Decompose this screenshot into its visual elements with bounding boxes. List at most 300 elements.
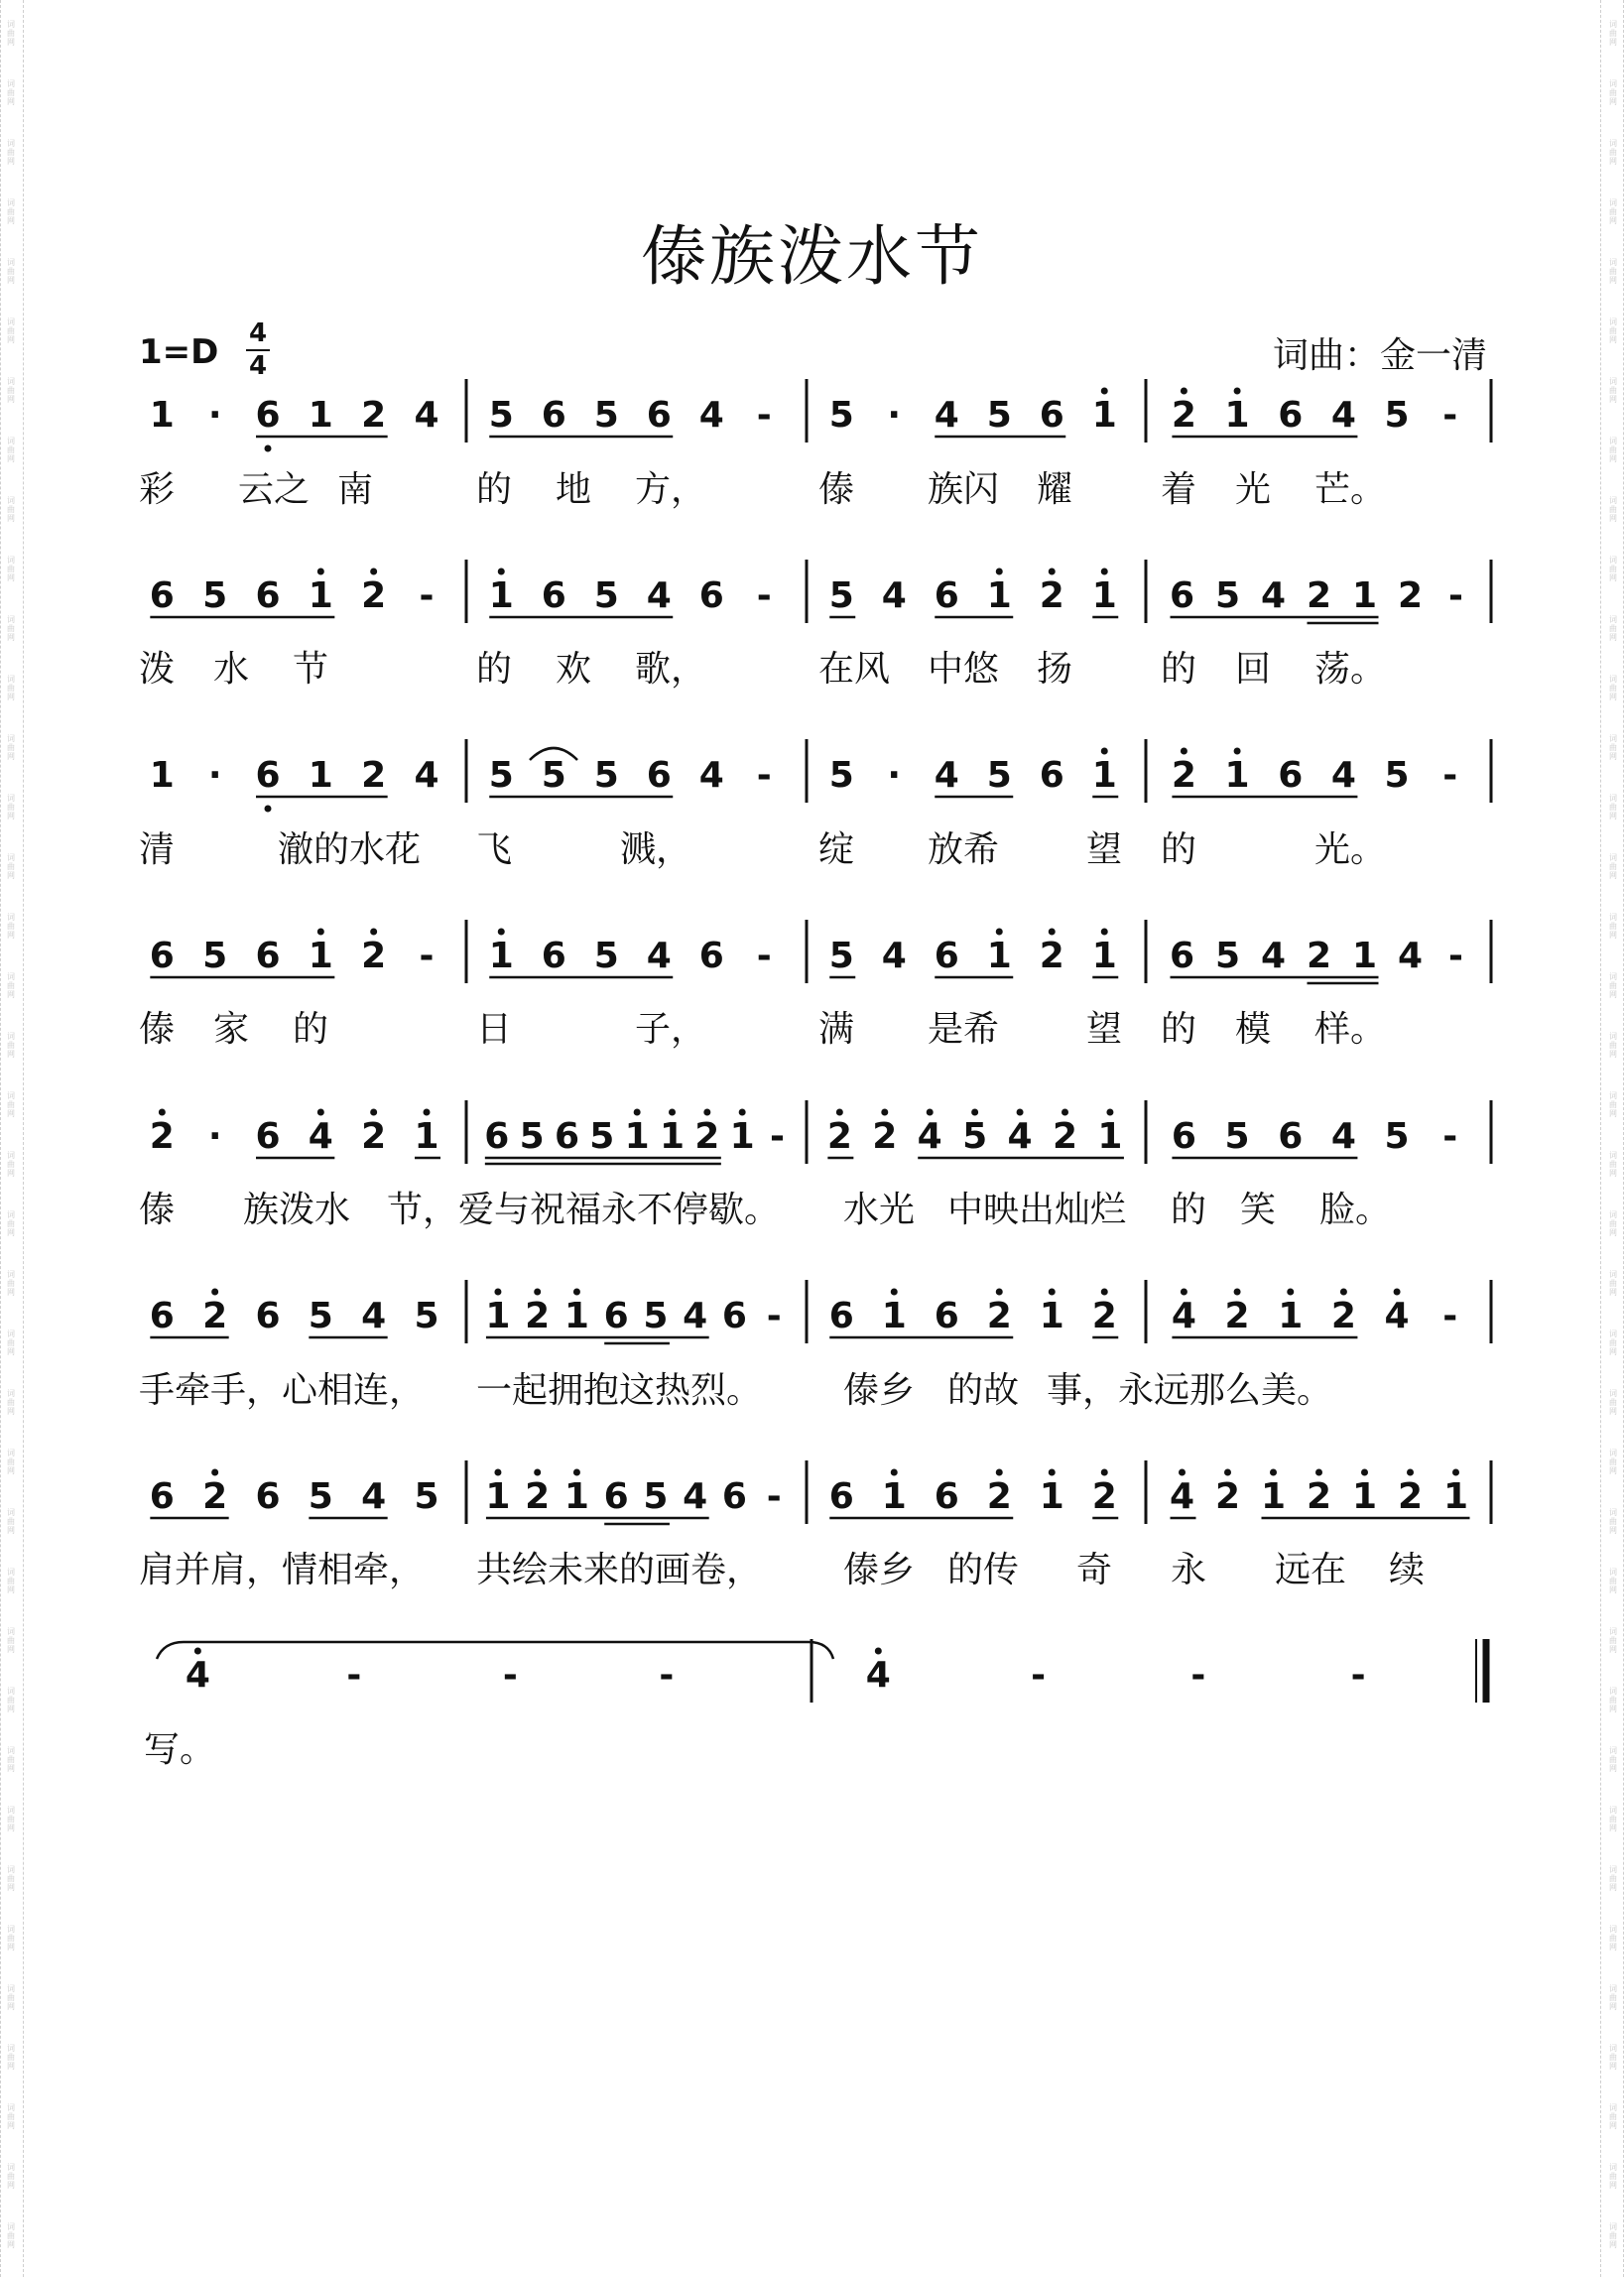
watermark-text: 词 曲 网 (1609, 1329, 1617, 1356)
note-digit: 1 (488, 936, 514, 976)
note-digit: 6 (149, 1296, 175, 1336)
lyric-word: 族泼水 (243, 1190, 351, 1230)
note-digit: 6 (554, 1116, 580, 1157)
augmentation-dot: · (207, 755, 222, 796)
note-digit: 6 (603, 1296, 629, 1336)
octave-up-dot (1101, 569, 1108, 575)
watermark-text: 词 曲 网 (1609, 1925, 1617, 1952)
note-digit: 4 (361, 1476, 387, 1517)
lyric-word: 傣乡 (843, 1550, 916, 1590)
lyric-word: 在风 (818, 649, 891, 690)
watermark-text: 词 曲 网 (1609, 1032, 1617, 1059)
note-digit: 2 (1052, 1116, 1078, 1157)
note-digit: 1 (563, 1476, 589, 1517)
octave-up-dot (1181, 388, 1187, 395)
note-digit: 6 (698, 575, 724, 616)
lyric-word: 欢 (556, 649, 592, 690)
watermark-text: 词 曲 网 (1609, 913, 1617, 940)
note-digit: 2 (361, 1116, 387, 1157)
note-digit: 1 (1091, 936, 1117, 976)
note-digit: 6 (255, 936, 281, 976)
watermark-text: 词 曲 网 (7, 1329, 15, 1356)
watermark-text: 词 曲 网 (1609, 258, 1617, 285)
note-digit: 2 (361, 755, 387, 796)
dash-note: - (756, 755, 772, 796)
note-digit: 5 (1384, 755, 1410, 796)
dash-note: - (1442, 395, 1458, 436)
octave-up-dot (494, 1469, 501, 1476)
watermark-text: 词 曲 网 (7, 972, 15, 999)
note-digit: 5 (414, 1296, 439, 1336)
note-digit: 5 (1384, 395, 1410, 436)
lyric-word: 共绘未来的画卷， (476, 1550, 763, 1590)
watermark-text: 词 曲 网 (7, 1449, 15, 1475)
note-digit: 5 (828, 575, 854, 616)
octave-up-dot (194, 1648, 201, 1655)
note-digit: 6 (1039, 395, 1064, 436)
octave-up-dot (370, 929, 377, 936)
watermark-text: 词 曲 网 (7, 317, 15, 344)
lyric-word: 彩 (139, 469, 176, 510)
note-digit: 1 (1224, 395, 1250, 436)
dash-note: - (766, 1296, 782, 1336)
lyric-word: 中悠 (928, 649, 1000, 690)
note-digit: 4 (698, 395, 724, 436)
note-digit: 1 (1351, 575, 1378, 616)
octave-up-dot (1101, 929, 1108, 936)
note-digit: 5 (414, 1476, 439, 1517)
octave-up-dot (927, 1109, 934, 1116)
watermark-text: 词 曲 网 (7, 1091, 15, 1118)
lyric-word: 奇 (1076, 1550, 1113, 1590)
note-digit: 6 (149, 1476, 175, 1517)
octave-up-dot (1101, 388, 1108, 395)
note-digit: 5 (643, 1296, 669, 1336)
dash-note: - (1448, 575, 1463, 616)
note-digit: 1 (1039, 1296, 1064, 1336)
octave-up-dot (1049, 929, 1056, 936)
lyric-word: 云之 (238, 469, 311, 510)
lyric-word: 绽 (818, 829, 855, 870)
lyric-word: 手牵手，心相连， (139, 1370, 426, 1411)
octave-up-dot (891, 1469, 898, 1476)
octave-up-dot (1017, 1109, 1024, 1116)
octave-up-dot (370, 1109, 377, 1116)
note-digit: 6 (255, 1116, 281, 1157)
note-digit: 5 (1214, 575, 1241, 616)
note-digit: 2 (986, 1476, 1012, 1517)
note-digit: 1 (1097, 1116, 1123, 1157)
watermark-text: 词 曲 网 (7, 437, 15, 463)
lyric-word: 扬 (1037, 649, 1073, 690)
note-digit: 2 (1091, 1296, 1117, 1336)
note-digit: 5 (962, 1116, 988, 1157)
note-digit: 2 (1039, 936, 1064, 976)
watermark-text: 词 曲 网 (7, 1687, 15, 1713)
watermark-text: 词 曲 网 (1609, 2163, 1617, 2190)
octave-up-dot (1181, 748, 1187, 755)
lyric-word: 地 (556, 469, 592, 510)
octave-up-dot (881, 1109, 888, 1116)
note-digit: 6 (1169, 575, 1195, 616)
note-digit: 6 (934, 936, 959, 976)
lyric-word: 的 (1161, 649, 1197, 690)
key-signature: 1=D (139, 332, 219, 372)
note-digit: 2 (202, 1296, 228, 1336)
watermark-text: 词 曲 网 (1609, 1746, 1617, 1773)
octave-up-dot (1340, 1289, 1347, 1296)
watermark-text: 词 曲 网 (1609, 1627, 1617, 1654)
octave-up-dot (494, 1289, 501, 1296)
octave-up-dot (1049, 569, 1056, 575)
watermark-text: 词 曲 网 (1609, 317, 1617, 344)
octave-up-dot (891, 1289, 898, 1296)
note-digit: 1 (488, 575, 514, 616)
note-digit: 2 (1306, 936, 1332, 976)
octave-up-dot (634, 1109, 641, 1116)
note-digit: 6 (934, 575, 959, 616)
watermark-text: 词 曲 网 (1609, 1806, 1617, 1833)
note-digit: 1 (308, 936, 333, 976)
lyric-word: 光。 (1314, 829, 1387, 870)
octave-up-dot (703, 1109, 710, 1116)
watermark-text: 词 曲 网 (1609, 1210, 1617, 1237)
octave-up-dot (1234, 748, 1241, 755)
note-digit: 1 (1260, 1476, 1287, 1517)
watermark-text: 词 曲 网 (7, 496, 15, 523)
watermark-text: 词 曲 网 (7, 20, 15, 47)
watermark-text: 词 曲 网 (1609, 1389, 1617, 1416)
note-digit: 1 (1091, 755, 1117, 796)
watermark-text: 词 曲 网 (1609, 853, 1617, 880)
lyric-word: 肩并肩，情相牵， (139, 1550, 426, 1590)
lyric-word: 事，永远那么美。 (1047, 1370, 1333, 1411)
lyric-word: 写。 (144, 1729, 216, 1770)
note-digit: 4 (414, 395, 439, 436)
note-digit: 5 (593, 936, 619, 976)
note-digit: 1 (308, 395, 333, 436)
watermark-text: 词 曲 网 (1609, 139, 1617, 166)
watermark-text: 词 曲 网 (1609, 198, 1617, 225)
octave-up-dot (159, 1109, 166, 1116)
octave-up-dot (1234, 1289, 1241, 1296)
note-digit: 5 (519, 1116, 545, 1157)
octave-up-dot (573, 1289, 580, 1296)
note-digit: 2 (1330, 1296, 1356, 1336)
note-digit: 5 (488, 755, 514, 796)
dash-note: - (1190, 1655, 1206, 1696)
note-digit: 4 (917, 1116, 942, 1157)
lyric-word: 傣 (139, 1009, 176, 1050)
note-digit: 2 (694, 1116, 720, 1157)
watermark-text: 词 曲 网 (1609, 1984, 1617, 2011)
dash-note: - (419, 575, 435, 616)
lyric-word: 清 (139, 829, 176, 870)
octave-up-dot (498, 929, 505, 936)
watermark-text: 词 曲 网 (7, 615, 15, 642)
octave-up-dot (573, 1469, 580, 1476)
lyric-word: 笑 (1240, 1190, 1277, 1230)
time-signature-numerator: 4 (248, 318, 268, 348)
dash-note: - (1448, 936, 1463, 976)
song-title: 傣族泼水节 (641, 218, 983, 295)
note-digit: 6 (149, 575, 175, 616)
note-digit: 5 (593, 575, 619, 616)
note-digit: 4 (1171, 1296, 1196, 1336)
lyric-word: 的 (476, 469, 513, 510)
note-digit: 2 (1171, 395, 1196, 436)
watermark-text: 词 曲 网 (1609, 437, 1617, 463)
watermark-text: 词 曲 网 (7, 139, 15, 166)
note-digit: 2 (1214, 1476, 1241, 1517)
watermark-text: 词 曲 网 (7, 258, 15, 285)
note-digit: 1 (659, 1116, 686, 1157)
note-digit: 1 (986, 575, 1012, 616)
lyric-word: 的 (476, 649, 513, 690)
note-digit: 6 (541, 395, 566, 436)
octave-up-dot (1361, 1469, 1368, 1476)
note-digit: 4 (934, 395, 959, 436)
watermark-text: 词 曲 网 (7, 1984, 15, 2011)
lyric-word: 远在 (1275, 1550, 1347, 1590)
note-digit: 2 (1039, 575, 1064, 616)
note-digit: 2 (1306, 1476, 1332, 1517)
note-digit: 4 (865, 1655, 891, 1696)
watermark-text: 词 曲 网 (7, 2163, 15, 2190)
lyric-word: 澈的水花 (278, 829, 422, 870)
note-digit: 4 (414, 755, 439, 796)
note-digit: 6 (484, 1116, 510, 1157)
watermark-text: 词 曲 网 (1609, 2222, 1617, 2249)
octave-up-dot (211, 1289, 218, 1296)
watermark-text: 词 曲 网 (1609, 1449, 1617, 1475)
note-digit: 1 (485, 1296, 511, 1336)
credits: 词曲：金一清 (1272, 335, 1487, 376)
note-digit: 1 (1351, 936, 1378, 976)
octave-up-dot (669, 1109, 676, 1116)
lyric-word: 节，爱与祝福永不停歇。 (387, 1190, 781, 1230)
lyric-word: 的 (293, 1009, 329, 1050)
note-digit: 5 (593, 395, 619, 436)
note-digit: 1 (624, 1116, 650, 1157)
octave-up-dot (1224, 1469, 1231, 1476)
octave-up-dot (836, 1109, 843, 1116)
octave-down-dot (265, 806, 272, 813)
note-digit: 1 (1091, 575, 1117, 616)
note-digit: 6 (828, 1296, 854, 1336)
note-digit: 6 (721, 1296, 747, 1336)
watermark-text: 词 曲 网 (7, 198, 15, 225)
watermark-text: 词 曲 网 (1609, 1151, 1617, 1178)
lyric-word: 望 (1086, 829, 1123, 870)
octave-up-dot (317, 929, 324, 936)
note-digit: 5 (828, 395, 854, 436)
note-digit: 1 (149, 755, 175, 796)
watermark-text: 词 曲 网 (7, 377, 15, 404)
octave-up-dot (498, 569, 505, 575)
octave-up-dot (1106, 1109, 1113, 1116)
lyric-word: 中映出灿烂 (947, 1190, 1127, 1230)
lyric-word: 的 (1161, 1009, 1197, 1050)
note-digit: 4 (646, 936, 672, 976)
augmentation-dot: · (887, 755, 902, 796)
lyric-word: 泼 (139, 649, 176, 690)
watermark-text: 词 曲 网 (1609, 1091, 1617, 1118)
dash-note: - (659, 1655, 675, 1696)
octave-up-dot (1179, 1469, 1186, 1476)
note-digit: 2 (1224, 1296, 1250, 1336)
dash-note: - (1442, 1296, 1458, 1336)
dash-note: - (346, 1655, 362, 1696)
lyric-word: 着 (1161, 469, 1197, 510)
note-digit: 2 (525, 1476, 551, 1517)
note-digit: 2 (1091, 1476, 1117, 1517)
watermark-text: 词 曲 网 (7, 2103, 15, 2130)
note-digit: 1 (563, 1296, 589, 1336)
octave-up-dot (996, 569, 1003, 575)
note-digit: 5 (202, 575, 228, 616)
watermark-text: 词 曲 网 (7, 1806, 15, 1833)
note-digit: 4 (361, 1296, 387, 1336)
octave-up-dot (1407, 1469, 1414, 1476)
note-digit: 4 (1007, 1116, 1033, 1157)
note-digit: 4 (185, 1655, 210, 1696)
dash-note: - (756, 395, 772, 436)
note-digit: 1 (1442, 1476, 1469, 1517)
watermark-text: 词 曲 网 (1609, 2044, 1617, 2071)
note-digit: 6 (698, 936, 724, 976)
note-digit: 4 (1260, 936, 1287, 976)
note-digit: 6 (934, 1296, 959, 1336)
lyric-word: 脸。 (1319, 1190, 1392, 1230)
note-digit: 2 (202, 1476, 228, 1517)
note-digit: 5 (1384, 1116, 1410, 1157)
augmentation-dot: · (207, 395, 222, 436)
note-digit: 6 (149, 936, 175, 976)
note-digit: 2 (1306, 575, 1332, 616)
dash-note: - (502, 1655, 518, 1696)
lyric-word: 望 (1086, 1009, 1123, 1050)
octave-up-dot (996, 929, 1003, 936)
dash-note: - (1350, 1655, 1366, 1696)
note-digit: 1 (986, 936, 1012, 976)
note-digit: 1 (414, 1116, 439, 1157)
lyric-word: 一起拥抱这热烈。 (476, 1370, 763, 1411)
watermark-text: 词 曲 网 (1609, 20, 1617, 47)
octave-up-dot (996, 1289, 1003, 1296)
note-digit: 2 (986, 1296, 1012, 1336)
octave-up-dot (370, 569, 377, 575)
note-digit: 4 (1330, 1116, 1356, 1157)
lyric-word: 水 (213, 649, 250, 690)
note-digit: 1 (149, 395, 175, 436)
octave-up-dot (1101, 1289, 1108, 1296)
watermark-text: 词 曲 网 (7, 675, 15, 701)
note-digit: 1 (308, 575, 333, 616)
lyric-word: 方， (635, 469, 707, 510)
watermark-text: 词 曲 网 (7, 794, 15, 821)
watermark-text: 词 曲 网 (1609, 1687, 1617, 1713)
note-digit: 2 (1397, 1476, 1424, 1517)
time-signature-denominator: 4 (248, 351, 268, 381)
dash-note: - (1442, 1116, 1458, 1157)
lyric-word: 飞 (476, 829, 513, 870)
lyric-word: 永 (1171, 1550, 1207, 1590)
octave-up-dot (1101, 748, 1108, 755)
note-digit: 6 (1039, 755, 1064, 796)
note-digit: 5 (541, 755, 566, 796)
note-digit: 4 (1169, 1476, 1195, 1517)
note-digit: 4 (1330, 395, 1356, 436)
note-digit: 2 (1397, 575, 1424, 616)
note-digit: 5 (1224, 1116, 1250, 1157)
watermark-text: 词 曲 网 (1609, 496, 1617, 523)
watermark-text: 词 曲 网 (1609, 556, 1617, 582)
dash-note: - (419, 936, 435, 976)
watermark-text: 词 曲 网 (1609, 1508, 1617, 1535)
note-digit: 1 (729, 1116, 755, 1157)
lyric-word: 是希 (928, 1009, 1000, 1050)
lyric-word: 南 (337, 469, 374, 510)
lyric-word: 水光 (843, 1190, 916, 1230)
lyric-word: 家 (213, 1009, 250, 1050)
lyric-word: 光 (1235, 469, 1272, 510)
note-digit: 6 (934, 1476, 959, 1517)
lyric-word: 模 (1235, 1009, 1272, 1050)
watermark-text: 词 曲 网 (7, 1746, 15, 1773)
octave-up-dot (534, 1469, 541, 1476)
note-digit: 2 (872, 1116, 898, 1157)
note-digit: 6 (255, 1296, 281, 1336)
tie-arc (157, 1642, 833, 1659)
augmentation-dot: · (887, 395, 902, 436)
note-digit: 5 (593, 755, 619, 796)
note-digit: 4 (698, 755, 724, 796)
watermark-text: 词 曲 网 (7, 2222, 15, 2249)
note-digit: 6 (1169, 936, 1195, 976)
lyric-word: 的 (1171, 1190, 1207, 1230)
note-digit: 6 (603, 1476, 629, 1517)
octave-up-dot (1234, 388, 1241, 395)
octave-up-dot (1049, 1469, 1056, 1476)
lyric-word: 荡。 (1314, 649, 1387, 690)
note-digit: 1 (308, 755, 333, 796)
note-digit: 6 (646, 755, 672, 796)
note-digit: 6 (255, 755, 281, 796)
note-digit: 2 (361, 936, 387, 976)
watermark-text: 词 曲 网 (1609, 675, 1617, 701)
note-digit: 6 (255, 575, 281, 616)
watermark-text: 词 曲 网 (7, 1508, 15, 1535)
watermark-text: 词 曲 网 (7, 1210, 15, 1237)
octave-up-dot (534, 1289, 541, 1296)
octave-down-dot (265, 445, 272, 452)
note-digit: 4 (646, 575, 672, 616)
augmentation-dot: · (207, 1116, 222, 1157)
note-digit: 5 (308, 1296, 333, 1336)
lyric-word: 样。 (1314, 1009, 1387, 1050)
note-digit: 5 (986, 755, 1012, 796)
note-digit: 5 (643, 1476, 669, 1517)
note-digit: 4 (1260, 575, 1287, 616)
note-digit: 4 (308, 1116, 333, 1157)
note-digit: 4 (1384, 1296, 1410, 1336)
note-digit: 6 (1278, 755, 1304, 796)
note-digit: 1 (1278, 1296, 1304, 1336)
note-digit: 4 (881, 575, 907, 616)
dash-note: - (770, 1116, 785, 1157)
note-digit: 6 (1171, 1116, 1196, 1157)
